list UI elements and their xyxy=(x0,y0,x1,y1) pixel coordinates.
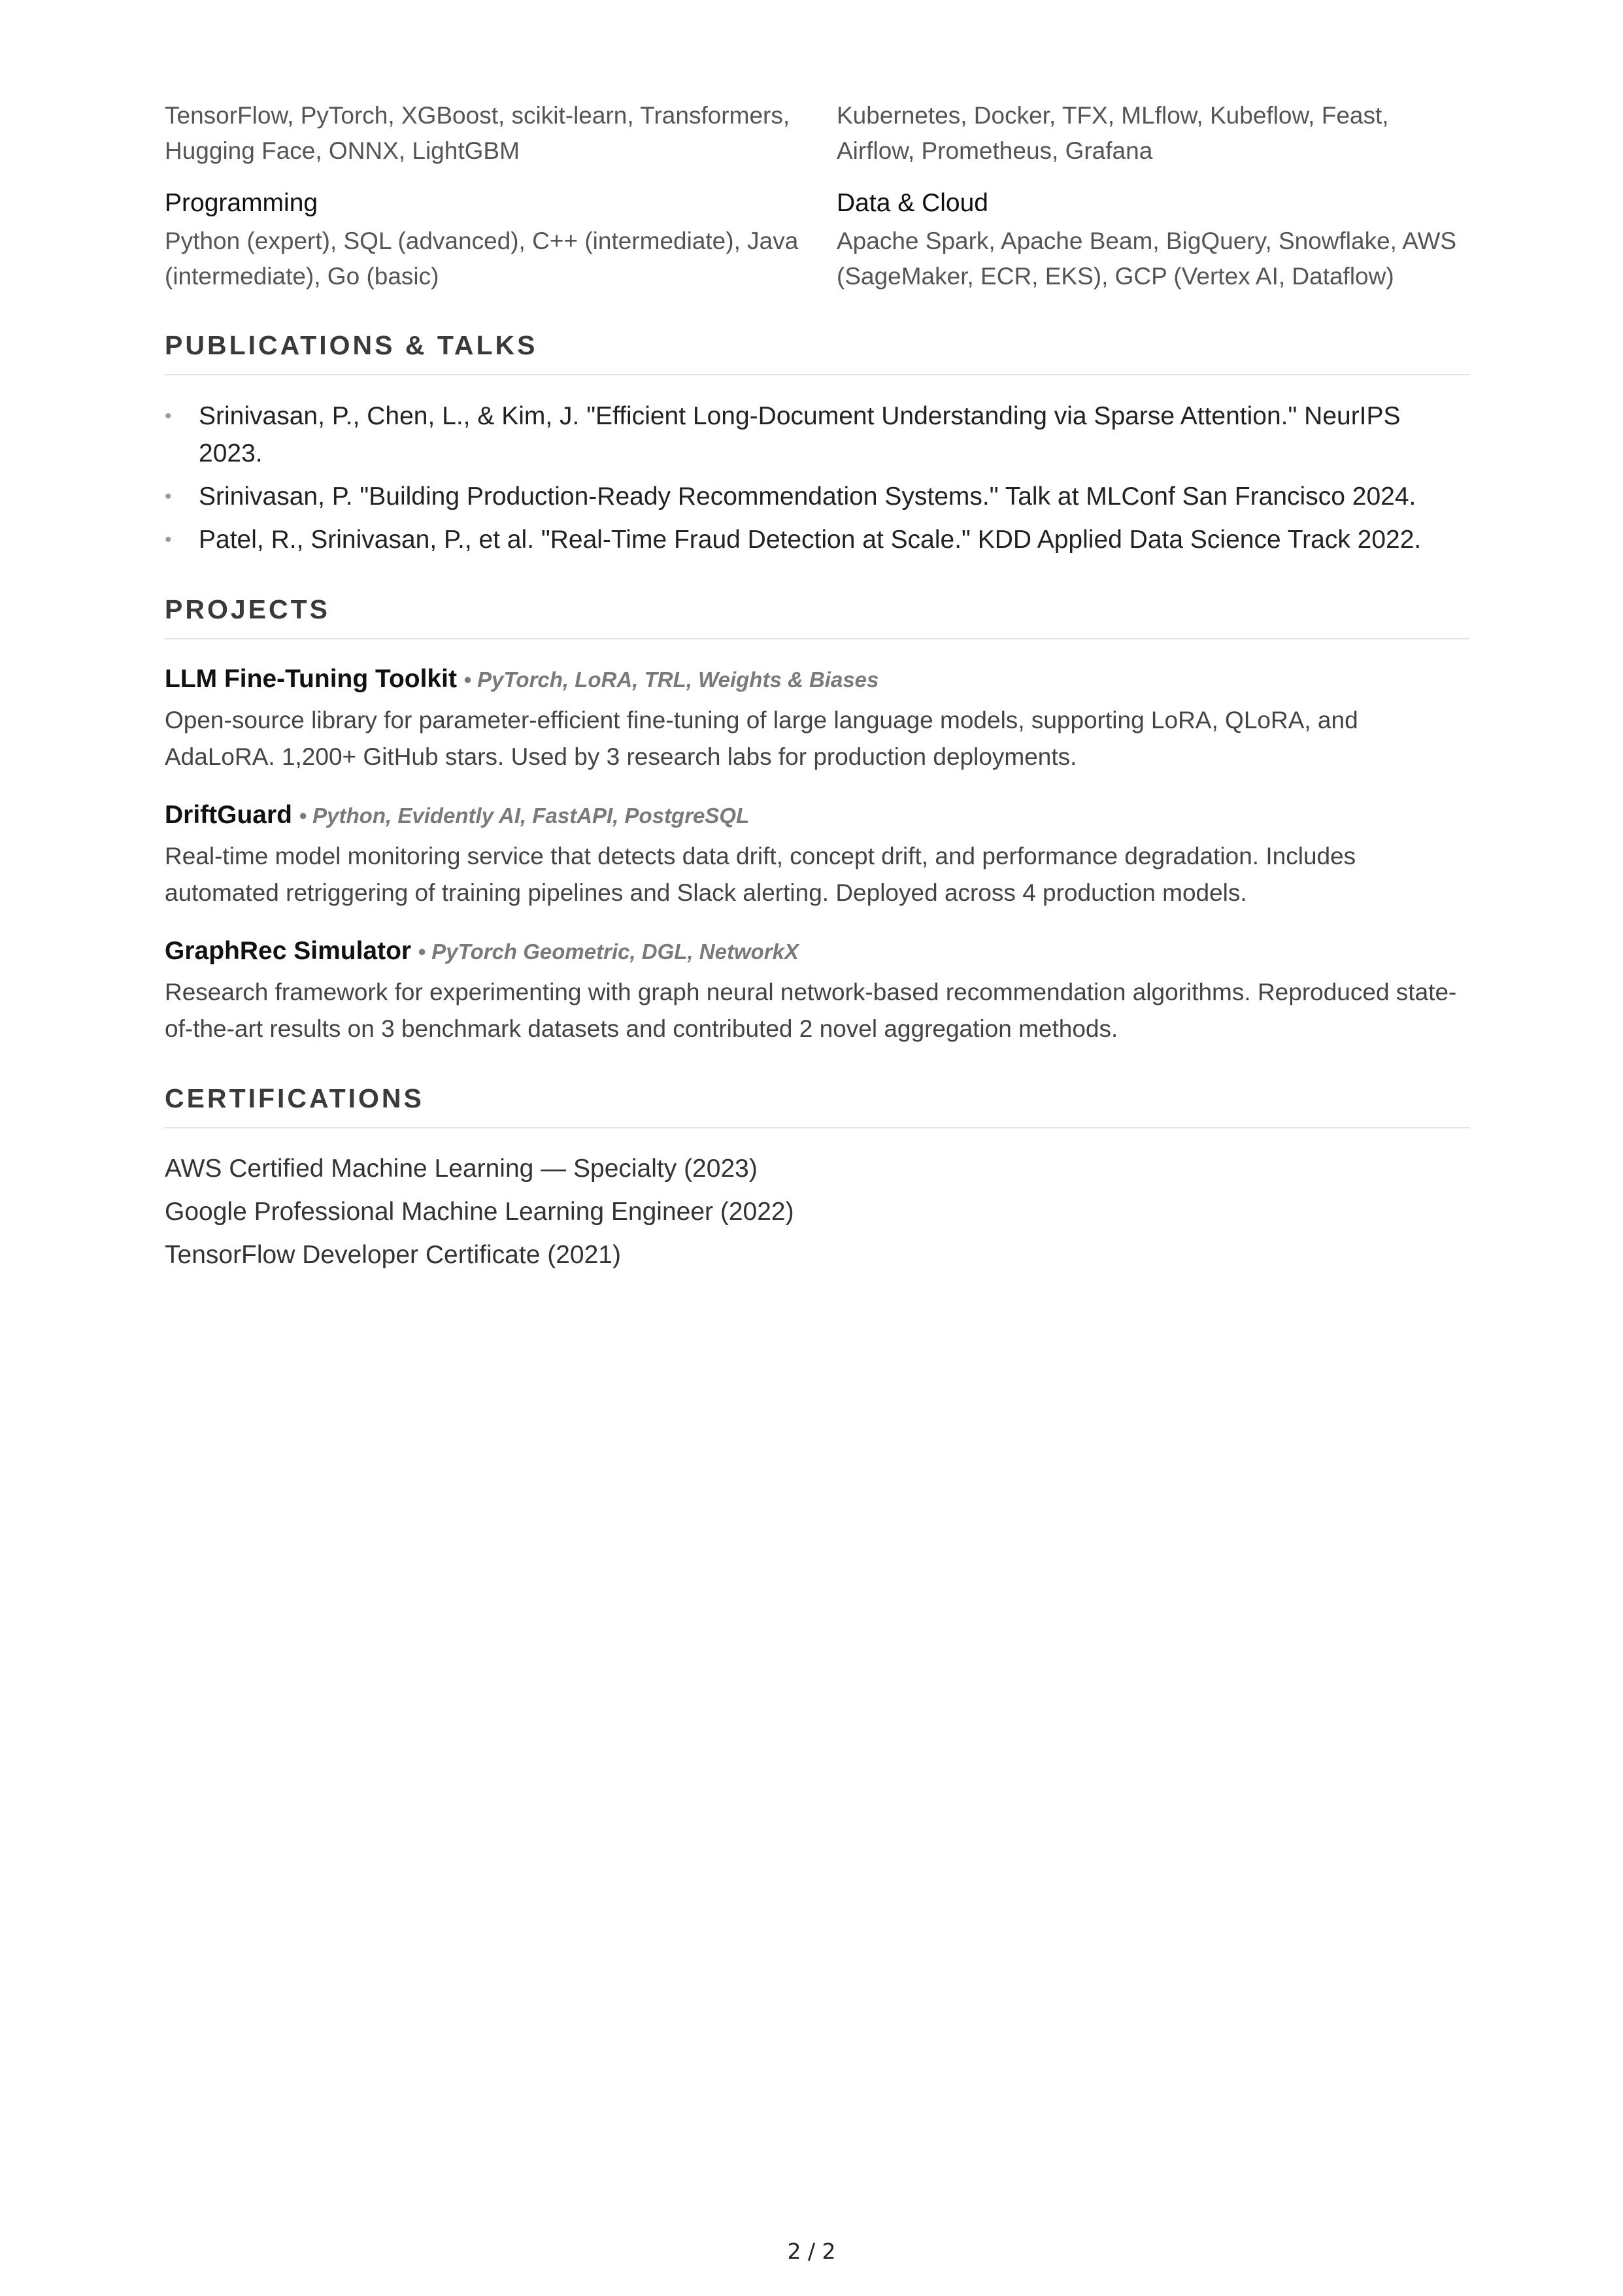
skill-title: Data & Cloud xyxy=(837,189,988,217)
page-number: 2 / 2 xyxy=(787,2238,836,2264)
skill-text: Apache Spark, Apache Beam, BigQuery, Snowflake, AWS (SageMaker, ECR, EKS), GCP (Vertex AI, Dataflow) xyxy=(837,228,1457,290)
certification-item: Google Professional Machine Learning Engineer (2022) xyxy=(165,1198,794,1226)
bullet-icon: • xyxy=(165,486,172,507)
certification-item: TensorFlow Developer Certificate (2021) xyxy=(165,1241,621,1269)
project-heading xyxy=(165,934,1469,974)
skill-block-programming xyxy=(165,186,837,294)
project-heading xyxy=(165,662,1469,702)
project-item xyxy=(165,798,1469,911)
skill-text: Python (expert), SQL (advanced), C++ (intermediate), Java (intermediate), Go (basic) xyxy=(165,228,799,290)
project-item xyxy=(165,662,1469,775)
skills-grid xyxy=(165,98,1469,294)
project-description: Research framework for experimenting with graph neural network-based recommendation algorithms. Reproduced state-of-the-art results on 3 benchmark datasets and contributed 2 novel aggregation methods. xyxy=(165,979,1457,1042)
bullet-icon: • xyxy=(165,529,172,550)
project-tech: • PyTorch Geometric, DGL, NetworkX xyxy=(418,939,799,964)
publication-text: Srinivasan, P., Chen, L., & Kim, J. "Efficient Long-Document Understanding via Sparse Attention." NeurIPS 2023. xyxy=(199,402,1401,467)
project-heading xyxy=(165,798,1469,838)
project-item xyxy=(165,934,1469,1047)
resume-page xyxy=(165,98,1469,1280)
skill-text: TensorFlow, PyTorch, XGBoost, scikit-learn, Transformers, Hugging Face, ONNX, LightGBM xyxy=(165,102,790,164)
project-name: GraphRec Simulator xyxy=(165,937,412,965)
certification-item: AWS Certified Machine Learning — Specialty (2023) xyxy=(165,1155,758,1183)
bullet-icon: • xyxy=(165,405,172,427)
project-name: LLM Fine-Tuning Toolkit xyxy=(165,665,457,693)
projects-section xyxy=(165,592,1469,1047)
skill-block-data-cloud xyxy=(837,186,1469,294)
list-item xyxy=(165,521,1469,558)
publication-text: Patel, R., Srinivasan, P., et al. "Real-Time Fraud Detection at Scale." KDD Applied Data Science Track 2022. xyxy=(199,526,1422,554)
project-name: DriftGuard xyxy=(165,801,292,829)
skill-block-mlops xyxy=(837,98,1469,169)
section-header-projects: PROJECTS xyxy=(165,592,1469,639)
publications-list xyxy=(165,397,1469,558)
project-description: Real-time model monitoring service that detects data drift, concept drift, and performance degradation. Includes automated retriggering of training pipelines and Slack alerting. Deployed across 4 production models. xyxy=(165,843,1356,906)
skill-text: Kubernetes, Docker, TFX, MLflow, Kubeflow, Feast, Airflow, Prometheus, Grafana xyxy=(837,102,1389,164)
list-item xyxy=(165,397,1469,472)
skill-title: Programming xyxy=(165,189,318,217)
section-header-publications: PUBLICATIONS & TALKS xyxy=(165,328,1469,375)
project-tech: • Python, Evidently AI, FastAPI, PostgreSQL xyxy=(299,803,750,828)
section-header-certifications: CERTIFICATIONS xyxy=(165,1081,1469,1128)
list-item xyxy=(165,478,1469,515)
publication-text: Srinivasan, P. "Building Production-Ready Recommendation Systems." Talk at MLConf San Francisco 2024. xyxy=(199,482,1416,511)
certifications-section xyxy=(165,1081,1469,1274)
skill-block-ml-frameworks xyxy=(165,98,837,169)
project-tech: • PyTorch, LoRA, TRL, Weights & Biases xyxy=(463,667,879,692)
project-description: Open-source library for parameter-efficient fine-tuning of large language models, supporting LoRA, QLoRA, and AdaLoRA. 1,200+ GitHub stars. Used by 3 research labs for production deployments. xyxy=(165,707,1358,770)
publications-section xyxy=(165,328,1469,558)
